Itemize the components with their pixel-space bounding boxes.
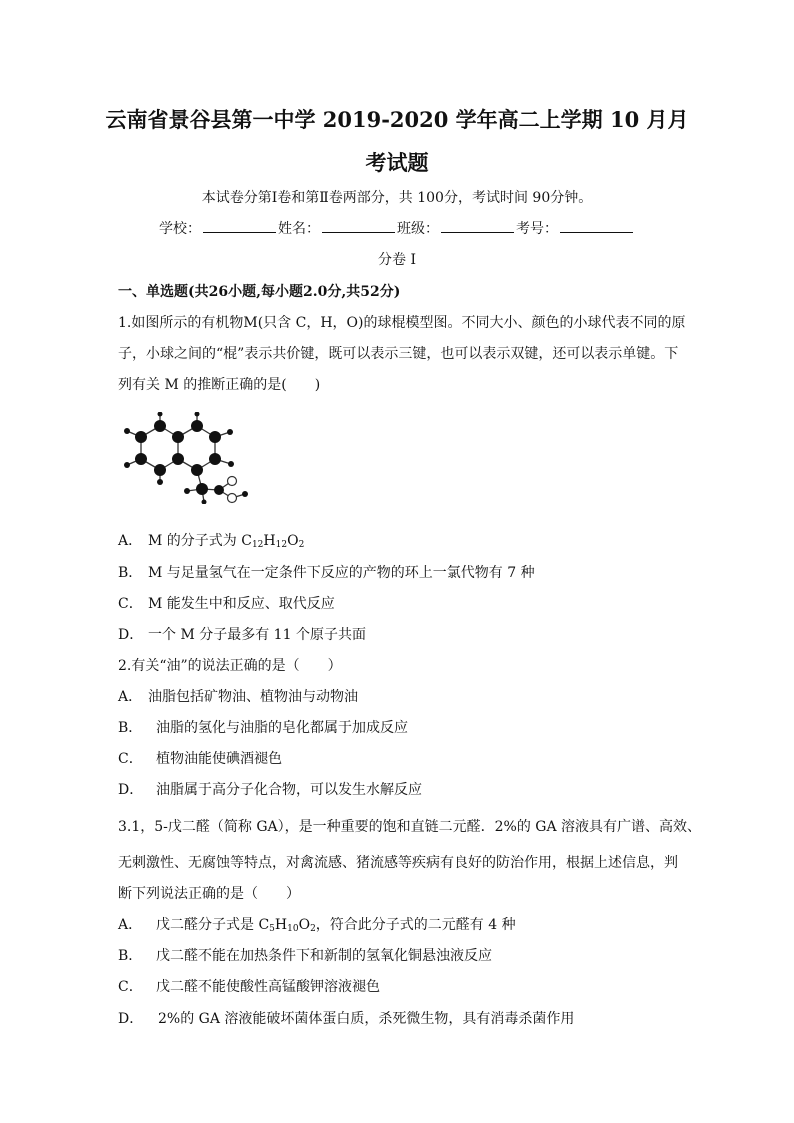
- q1-option-b[interactable]: B． M 与足量氢气在一定条件下反应的产物的环上一氯代物有 7 种: [118, 565, 535, 581]
- exam-no-label: 考号：: [516, 221, 558, 237]
- q1-stem-line1: 1.如图所示的有机物M(只含 C，H，O)的球棍模型图。不同大小、颜色的小球代表不同的原: [118, 315, 686, 331]
- section-heading: 一、单选题(共26小题,每小题2.0分,共52分): [118, 284, 401, 300]
- q1-stem-line2: 子，小球之间的“棍”表示共价键，既可以表示三键，也可以表示双键，还可以表示单键。下: [118, 346, 679, 362]
- q3-option-b[interactable]: B． 戊二醛不能在加热条件下和新制的氢氧化铜悬浊液反应: [118, 948, 492, 964]
- q1-option-a[interactable]: A． M 的分子式为 $C_{12}H_{12}O_2$: [118, 533, 305, 550]
- q2-stem: 2.有关“油”的说法正确的是（ ）: [118, 658, 342, 674]
- q1-stem-line3: 列有关 M 的推断正确的是( ): [118, 377, 321, 393]
- school-label: 学校：: [159, 221, 201, 237]
- q3-option-d[interactable]: D． 2%的 GA 溶液能破坏菌体蛋白质，杀死微生物，具有消毒杀菌作用: [118, 1011, 575, 1027]
- class-label: 班级：: [397, 221, 439, 237]
- q1-option-d[interactable]: D． 一个 M 分子最多有 11 个原子共面: [118, 627, 366, 643]
- page-title-line1: 云南省景谷县第一中学 2019-2020 学年高二上学期 10 月月: [105, 107, 689, 132]
- exam-intro: 本试卷分第Ⅰ卷和第Ⅱ卷两部分，共 100分，考试时间 90分钟。: [201, 190, 593, 206]
- volume-label: 分卷 I: [378, 252, 416, 268]
- exam-no-blank[interactable]: [560, 219, 633, 233]
- name-label: 姓名：: [278, 221, 320, 237]
- info-fields: [0, 218, 794, 238]
- q1-option-c[interactable]: C． M 能发生中和反应、取代反应: [118, 596, 335, 612]
- q3-stem-line1: 3.1，5-戊二醛（简称 GA），是一种重要的饱和直链二元醛．2%的 GA 溶液具有广谱、高效、: [118, 819, 702, 835]
- q3-stem-line2: 无刺激性、无腐蚀等特点，对禽流感、猪流感等疾病有良好的防治作用，根据上述信息，判: [118, 855, 678, 871]
- page-title-line2: 考试题: [365, 150, 429, 175]
- q2-option-c[interactable]: C． 植物油能使碘酒褪色: [118, 751, 282, 767]
- q3-option-a[interactable]: A． 戊二醛分子式是 $C_5H_{10}O_2$，符合此分子式的二元醛有 4 种: [118, 917, 516, 934]
- ball-stick-model-figure: [118, 412, 258, 504]
- q3-stem-line3: 断下列说法正确的是（ ）: [118, 886, 300, 902]
- q2-option-b[interactable]: B． 油脂的氢化与油脂的皂化都属于加成反应: [118, 720, 408, 736]
- class-blank[interactable]: [441, 219, 514, 233]
- q2-option-a[interactable]: A． 油脂包括矿物油、植物油与动物油: [118, 689, 358, 705]
- q2-option-d[interactable]: D． 油脂属于高分子化合物，可以发生水解反应: [118, 782, 422, 798]
- q3-option-c[interactable]: C． 戊二醛不能使酸性高锰酸钾溶液褪色: [118, 979, 380, 995]
- name-blank[interactable]: [322, 219, 395, 233]
- school-blank[interactable]: [203, 219, 276, 233]
